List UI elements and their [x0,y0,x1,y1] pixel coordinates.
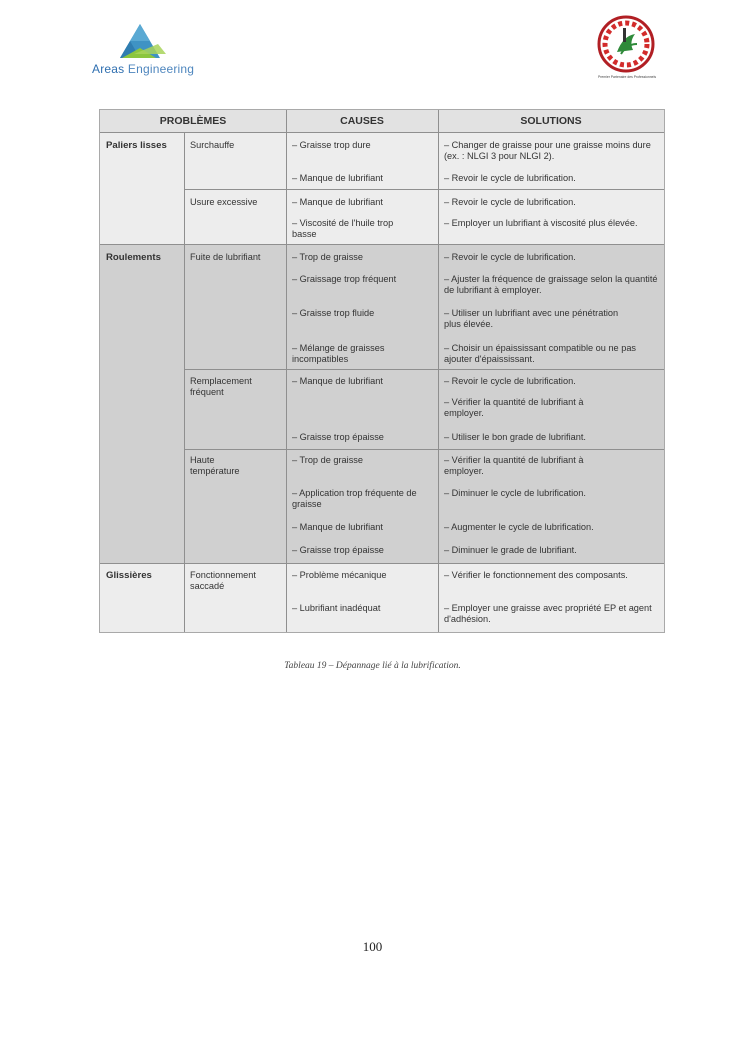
cause-cell: – Graisse trop épaisse [292,432,384,442]
table-caption: Tableau 19 – Dépannage lié à la lubrification. [284,661,461,671]
cause-cell: – Manque de lubrifiant [292,173,383,183]
group-roulements: Roulements [106,252,161,263]
solution-cell: – Employer un lubrifiant à viscosité plus élevée. [444,218,638,228]
solution-cell: – Diminuer le grade de lubrifiant. [444,545,577,555]
grid-line [184,132,185,632]
solution-cell: – Employer une graisse avec propriété EP et agent d'adhésion. [444,603,652,624]
solution-cell: – Revoir le cycle de lubrification. [444,376,576,386]
grid-line [100,563,664,564]
subproblem-haute-temperature: Haute température [190,455,240,476]
cause-cell: – Graisse trop dure [292,140,371,150]
cause-cell: – Mélange de graisses incompatibles [292,343,385,364]
solution-cell: – Choisir un épaississant compatible ou ne pas ajouter d'épaississant. [444,343,637,364]
partner-emblem-logo [593,14,659,84]
col-header-solutions: SOLUTIONS [520,115,582,127]
grid-line [100,244,664,245]
subproblem-fonctionnement: Fonctionnement saccadé [190,570,256,591]
cause-cell: – Trop de graisse [292,455,363,465]
solution-cell: – Vérifier la quantité de lubrifiant à employer. [444,455,584,476]
group-glissieres: Glissières [106,570,152,581]
group-paliers-lisses: Paliers lisses [106,140,167,151]
cause-cell: – Lubrifiant inadéquat [292,603,381,613]
subproblem-usure: Usure excessive [190,197,258,207]
subproblem-surchauffe: Surchauffe [190,140,235,150]
page-number: 100 [362,939,383,954]
emblem-subtitle: Premier Partenaire des Professionnels [597,75,657,79]
solution-cell: – Utiliser le bon grade de lubrifiant. [444,432,586,442]
areas-engineering-logo [88,22,208,80]
cause-cell: – Manque de lubrifiant [292,197,383,207]
solution-cell: – Ajuster la fréquence de graissage selon la quantité de lubrifiant à employer. [444,274,658,295]
solution-cell: – Utiliser un lubrifiant avec une pénétration plus élevée. [444,308,619,329]
cause-cell: – Application trop fréquente de graisse [292,488,417,509]
grid-line [184,449,664,450]
solution-cell: – Revoir le cycle de lubrification. [444,197,576,207]
cause-cell: – Viscosité de l'huile trop basse [292,218,394,239]
cause-cell: – Graissage trop fréquent [292,274,397,284]
subproblem-fuite: Fuite de lubrifiant [190,252,261,262]
solution-cell: – Vérifier la quantité de lubrifiant à employer. [444,397,584,418]
company-name: Areas Engineering [92,62,195,76]
grid-line [184,369,664,370]
troubleshooting-table [99,109,665,633]
subproblem-remplacement: Remplacement fréquent [190,376,252,397]
cause-cell: – Manque de lubrifiant [292,522,383,532]
col-header-causes: CAUSES [340,115,384,127]
cause-cell: – Trop de graisse [292,252,363,262]
grid-line [184,189,664,190]
solution-cell: – Augmenter le cycle de lubrification. [444,522,594,532]
solution-cell: – Vérifier le fonctionnement des composants. [444,570,628,580]
logo-triangle-icon [112,24,168,62]
cause-cell: – Graisse trop épaisse [292,545,384,555]
solution-cell: – Revoir le cycle de lubrification. [444,252,576,262]
solution-cell: – Diminuer le cycle de lubrification. [444,488,586,498]
cause-cell: – Manque de lubrifiant [292,376,383,386]
solution-cell: – Revoir le cycle de lubrification. [444,173,576,183]
solution-cell: – Changer de graisse pour une graisse moins dure (ex. : NLGI 3 pour NLGI 2). [444,140,651,161]
grid-line [100,132,664,133]
cause-cell: – Graisse trop fluide [292,308,375,318]
emblem-gear-icon [593,14,659,74]
col-header-problemes: PROBLÈMES [159,115,227,127]
cause-cell: – Problème mécanique [292,570,387,580]
